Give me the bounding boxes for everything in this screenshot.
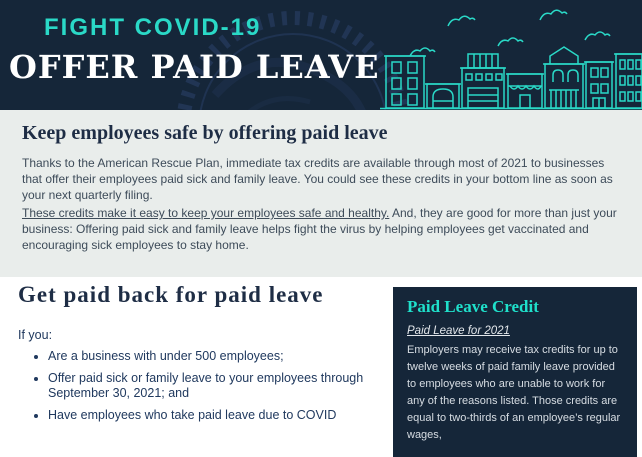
lead-in-text: If you: xyxy=(18,328,53,342)
intro-paragraphs xyxy=(22,155,620,253)
sidebar-body-text: Employers may receive tax credits for up to twelve weeks of paid family leave provided to employees who are unable to work for any of the reasons listed. Those credits are equal to two-thirds of an employee’s regular wages, xyxy=(407,344,621,441)
kicker-fight-covid: FIGHT COVID-19 xyxy=(44,14,262,41)
eligibility-bullet-list xyxy=(18,349,393,423)
list-item: • Offer paid sick or family leave to your employees through September 30, 2021; and xyxy=(48,371,393,402)
main-heading: Get paid back for paid leave xyxy=(18,282,324,307)
paragraph-2-rest: And, they are good for more than just your business: Offering paid sick and family leave helps fight the virus by helping employees get vaccinated and encouraging sick employees to stay home. xyxy=(22,206,617,252)
sidebar-heading: Paid Leave Credit xyxy=(407,297,539,316)
city-skyline-icon xyxy=(380,0,642,110)
header-banner xyxy=(0,0,642,110)
intro-section xyxy=(0,110,642,277)
underlined-sentence: These credits make it easy to keep your employees safe and healthy. xyxy=(22,206,390,220)
paid-leave-credit-card xyxy=(393,287,637,457)
list-item: • Are a business with under 500 employees; xyxy=(48,349,393,365)
intro-paragraph-1: Thanks to the American Rescue Plan, immediate tax credits are available through most of 2021 to businesses that offer their employees paid sick and family leave. You could see these credits in your bottom line as soon as your next quarterly filing. xyxy=(22,156,613,202)
intro-paragraph-2 xyxy=(22,205,620,253)
main-column xyxy=(18,282,388,429)
list-item: • Have employees who take paid leave due to COVID xyxy=(48,408,393,424)
page-title: OFFER PAID LEAVE xyxy=(9,48,380,86)
intro-heading: Keep employees safe by offering paid leave xyxy=(22,122,388,144)
sidebar-subheading: Paid Leave for 2021 xyxy=(407,325,510,337)
